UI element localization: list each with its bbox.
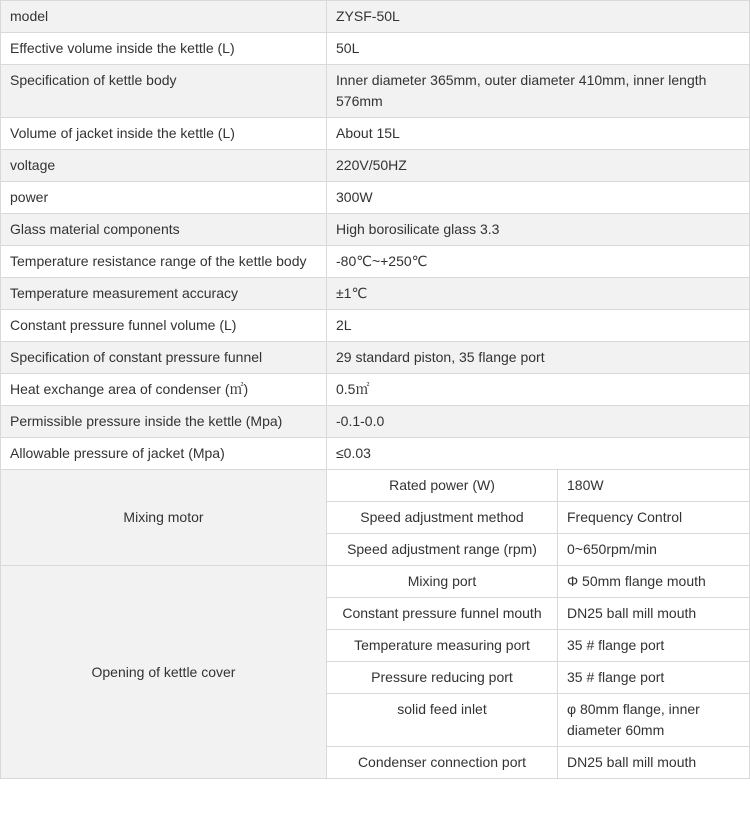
table-row: [1, 214, 750, 246]
row-value-power: 300W: [327, 182, 750, 214]
table-row: [1, 246, 750, 278]
table-row: [1, 406, 750, 438]
row-label-funnel-volume: Constant pressure funnel volume (L): [1, 310, 327, 342]
row-value-effective-volume: 50L: [327, 33, 750, 65]
row-value-temperature-range: -80℃~+250℃: [327, 246, 750, 278]
row-label-condenser-area: Heat exchange area of condenser (㎡): [1, 374, 327, 406]
row-value-condenser-area: 0.5㎡: [327, 374, 750, 406]
sub-value-condenser-port: DN25 ball mill mouth: [558, 747, 750, 779]
row-label-jacket-volume: Volume of jacket inside the kettle (L): [1, 118, 327, 150]
row-value-glass-material: High borosilicate glass 3.3: [327, 214, 750, 246]
row-value-kettle-body-spec: Inner diameter 365mm, outer diameter 410mm, inner length 576mm: [327, 65, 750, 118]
table-row: [1, 182, 750, 214]
sub-value-speed-method: Frequency Control: [558, 502, 750, 534]
sub-label-temperature-port: Temperature measuring port: [327, 630, 558, 662]
sub-label-mixing-port: Mixing port: [327, 566, 558, 598]
sub-label-condenser-port: Condenser connection port: [327, 747, 558, 779]
table-row: [1, 566, 750, 598]
table-row: [1, 310, 750, 342]
row-value-funnel-spec: 29 standard piston, 35 flange port: [327, 342, 750, 374]
sub-label-funnel-mouth: Constant pressure funnel mouth: [327, 598, 558, 630]
sub-label-pressure-port: Pressure reducing port: [327, 662, 558, 694]
row-value-jacket-volume: About 15L: [327, 118, 750, 150]
row-label-model: model: [1, 1, 327, 33]
row-label-funnel-spec: Specification of constant pressure funnel: [1, 342, 327, 374]
sub-label-speed-method: Speed adjustment method: [327, 502, 558, 534]
group-label-kettle-cover: Opening of kettle cover: [1, 566, 327, 779]
table-row: [1, 1, 750, 33]
row-value-funnel-volume: 2L: [327, 310, 750, 342]
row-label-power: power: [1, 182, 327, 214]
sub-label-rated-power: Rated power (W): [327, 470, 558, 502]
sub-value-mixing-port: Φ 50mm flange mouth: [558, 566, 750, 598]
row-value-temperature-accuracy: ±1℃: [327, 278, 750, 310]
row-value-voltage: 220V/50HZ: [327, 150, 750, 182]
row-value-kettle-pressure: -0.1-0.0: [327, 406, 750, 438]
sub-value-temperature-port: 35 # flange port: [558, 630, 750, 662]
sub-value-speed-range: 0~650rpm/min: [558, 534, 750, 566]
table-row: [1, 150, 750, 182]
table-row: [1, 278, 750, 310]
sub-value-solid-feed-inlet: φ 80mm flange, inner diameter 60mm: [558, 694, 750, 747]
row-label-temperature-range: Temperature resistance range of the kettle body: [1, 246, 327, 278]
table-row: [1, 438, 750, 470]
row-label-voltage: voltage: [1, 150, 327, 182]
row-label-jacket-pressure: Allowable pressure of jacket (Mpa): [1, 438, 327, 470]
table-row: [1, 374, 750, 406]
sub-label-speed-range: Speed adjustment range (rpm): [327, 534, 558, 566]
row-value-model: ZYSF-50L: [327, 1, 750, 33]
sub-label-solid-feed-inlet: solid feed inlet: [327, 694, 558, 747]
row-label-temperature-accuracy: Temperature measurement accuracy: [1, 278, 327, 310]
table-row: [1, 342, 750, 374]
row-label-kettle-body-spec: Specification of kettle body: [1, 65, 327, 118]
row-label-kettle-pressure: Permissible pressure inside the kettle (Mpa): [1, 406, 327, 438]
row-label-glass-material: Glass material components: [1, 214, 327, 246]
table-row: [1, 65, 750, 118]
sub-value-funnel-mouth: DN25 ball mill mouth: [558, 598, 750, 630]
row-value-jacket-pressure: ≤0.03: [327, 438, 750, 470]
sub-value-rated-power: 180W: [558, 470, 750, 502]
sub-value-pressure-port: 35 # flange port: [558, 662, 750, 694]
table-row: [1, 33, 750, 65]
table-row: [1, 118, 750, 150]
row-label-effective-volume: Effective volume inside the kettle (L): [1, 33, 327, 65]
table-row: [1, 470, 750, 502]
group-label-mixing-motor: Mixing motor: [1, 470, 327, 566]
